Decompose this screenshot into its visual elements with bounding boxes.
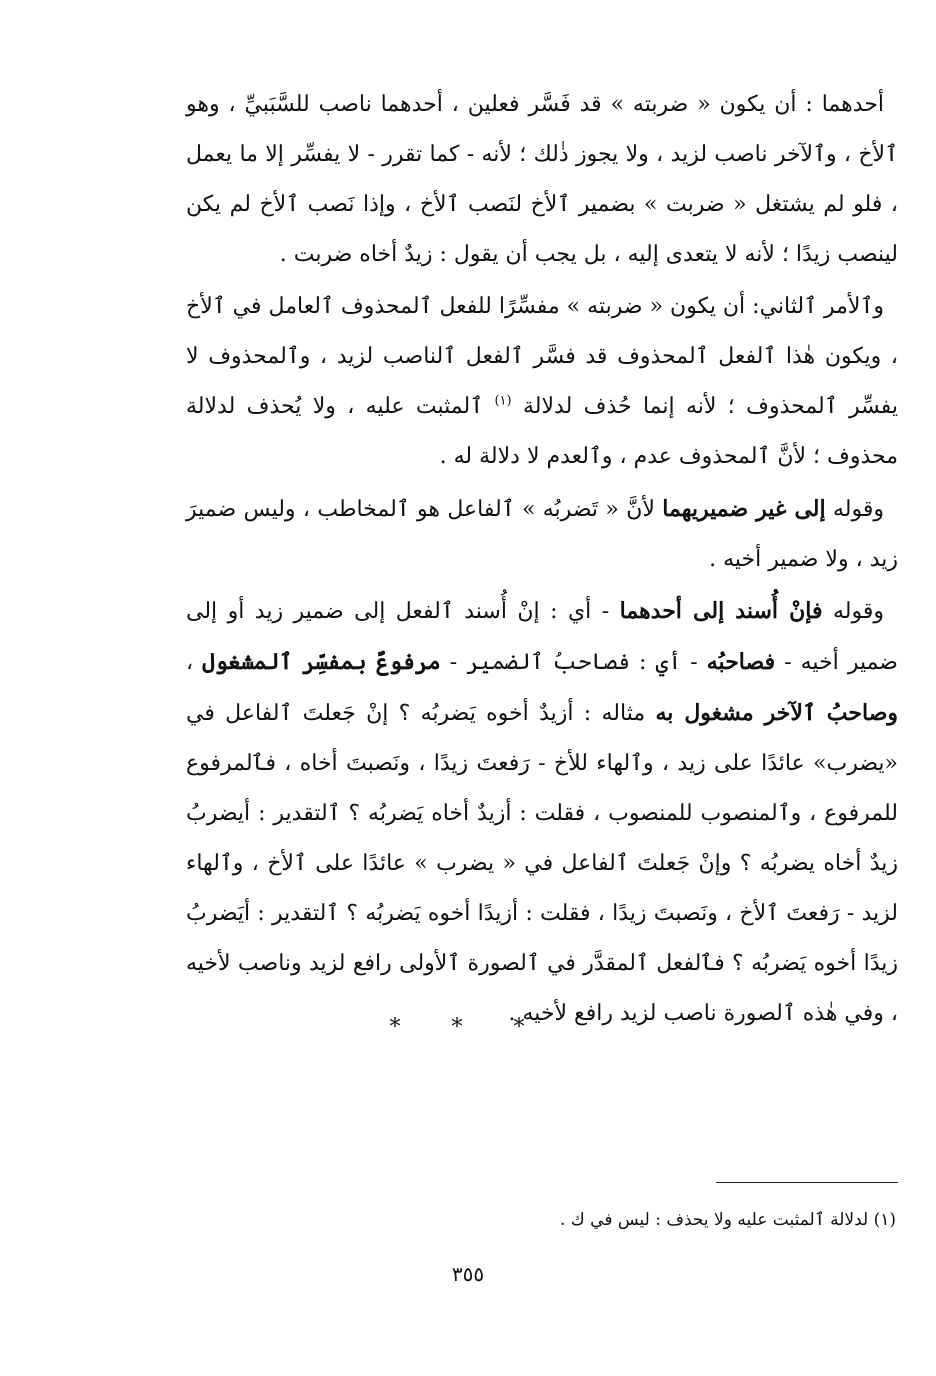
footnote: (١) لدلالة ٱلمثبت عليه ولا يحذف : ليس في ك . bbox=[559, 1210, 896, 1230]
paragraph-4-text-3: ، bbox=[186, 650, 194, 675]
page-number: ٣٥٥ bbox=[451, 1262, 485, 1286]
paragraph-4-term-1: فإنْ أُسند إلى أحدهما bbox=[619, 598, 823, 624]
paragraph-3-rest: لأنَّ « تَضربُه » ٱلفاعل هو ٱلمخاطب ، وليس ضميرَ زيد ، ولا ضمير أخيه . bbox=[186, 497, 898, 572]
paragraph-2-after-note: ٱلمثبت عليه ، ولا يُحذف لدلالة محذوف ؛ لأنَّ ٱلمحذوف عدم ، وٱلعدم لا دلالة له . bbox=[186, 394, 898, 469]
paragraph-2-before-note: وٱلأمر ٱلثاني: أن يكون « ضربته » مفسِّرًا للفعل ٱلمحذوف ٱلعامل في ٱلأخ ، ويكون هٰذا ٱلفعل ٱلمحذوف قد فسَّر ٱلفعل ٱلناصب لزيد ، وٱلمحذوف لا يفسِّر ٱلمحذوف ؛ لأنه إنما حُذف لدلالة bbox=[186, 294, 899, 419]
paragraph-4-term-2: فصاحبُه bbox=[706, 649, 776, 675]
paragraph-3-term: إلى غير ضميريهما bbox=[662, 496, 826, 522]
paragraph-2-text bbox=[186, 282, 898, 482]
paragraph-4-text bbox=[186, 586, 898, 1039]
paragraph-4-text-4: مثاله : أزيدٌ أخوه يَضربُه ؟ إنْ جَعلتَ ٱلفاعل في «يضرب» عائدًا على زيد ، وٱلهاء للأخ - رَفعتَ زيدًا ، ونَصبتَ أخاه ، فٱلمرفوع للمرفوع ، وٱلمنصوب للمنصوب ، فقلت : أزيدٌ أخاه يَضربُه ؟ ٱلتقدير : أيضربُ زيدٌ أخاه يضربُه ؟ وإنْ جَعلتَ ٱلفاعل في « يضرب » عائدًا على ٱلأخ ، وٱلهاء لزيد - رَفعتَ ٱلأخ ، ونَصبتَ زيدًا ، فقلت : أزيدًا أخوه يَضربُه ؟ ٱلتقدير : أيَضربُ زيدًا أخوه يَضربُه ؟ فٱلفعل ٱلمقدَّر في ٱلصورة ٱلأولى رافع لزيد وناصب لأخيه ، وفي هٰذه ٱلصورة ناصب لزيد رافع لأخيه . bbox=[186, 701, 898, 1026]
paragraph-2 bbox=[186, 282, 898, 482]
paragraph-4 bbox=[186, 586, 898, 1039]
paragraph-4-text-2: - أي : فصاحبُ ٱلضمير - bbox=[449, 650, 698, 675]
paragraph-1-text: أحدهما : أن يكون « ضربته » قد فَسَّر فعلين ، أحدهما ناصب للسَّبَبيِّ ، وهو ٱلأخ ، وٱلآخر ناصب لزيد ، ولا يجوز ذٰلك ؛ لأنه - كما تقرر - لا يفسِّر إلا ما يعمل ، فلو لم يشتغل « ضربت » بضمير ٱلأخ لنَصب ٱلأخ ، وإذا نَصب ٱلأخ لم يكن لينصب زيدًا ؛ لأنه لا يتعدى إليه ، بل يجب أن يقول : زيدٌ أخاه ضربت . bbox=[186, 92, 898, 267]
footnote-marker[interactable]: (١) bbox=[494, 393, 512, 409]
paragraph-4-text-1: - أي : إنْ أُسند ٱلفعل إلى ضمير زيد أو إلى ضمير أخيه - bbox=[186, 599, 898, 675]
section-separator: * * * bbox=[389, 1015, 547, 1040]
paragraph-3-text bbox=[186, 484, 898, 585]
paragraph-3 bbox=[186, 484, 898, 585]
paragraph-1 bbox=[186, 80, 898, 280]
paragraph-4-term-3: مرفوعٌ بمفسِّر ٱلمشغول bbox=[202, 649, 441, 675]
paragraph-4-term-4: وصاحبُ ٱلآخر مشغول به bbox=[655, 700, 899, 726]
footnote-divider bbox=[716, 1182, 898, 1183]
paragraph-3-lead: وقوله bbox=[832, 497, 884, 522]
paragraph-4-lead: وقوله bbox=[832, 599, 884, 624]
